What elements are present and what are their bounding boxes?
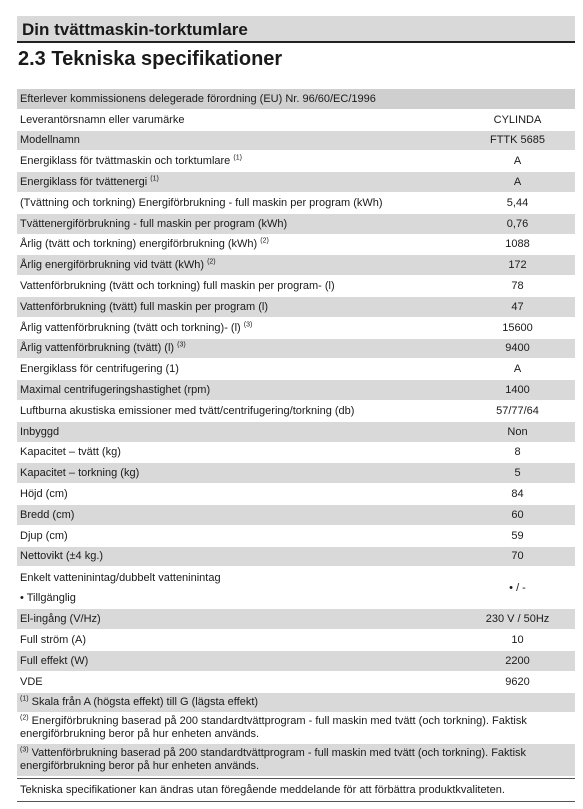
- table-cell-value: 5: [514, 467, 521, 480]
- table-row: [17, 609, 575, 630]
- table-cell-label: [17, 567, 460, 608]
- table-row-water-intake: [17, 567, 575, 609]
- row-label-text: Årlig energiförbrukning vid tvätt (kWh): [20, 259, 205, 272]
- table-row: [17, 318, 575, 339]
- table-row: [17, 255, 575, 276]
- row-label-text: Modellnamn: [20, 134, 80, 147]
- table-row: [17, 422, 575, 443]
- row-label-text: Maximal centrifugeringshastighet (rpm): [20, 384, 211, 397]
- footnote-marker: (3): [20, 745, 29, 753]
- footnote: [17, 712, 575, 744]
- table-row: [17, 443, 575, 464]
- table-cell-label: VDE: [20, 675, 43, 688]
- table-cell-label: Full effekt (W): [20, 654, 89, 667]
- spec-table: [17, 89, 575, 802]
- footnote-marker: (1): [150, 175, 159, 183]
- table-cell-value: A: [513, 363, 522, 376]
- table-cell-value: Non: [507, 425, 528, 438]
- row-label-text: Vattenförbrukning (tvätt och torkning) full maskin per program- (l): [20, 280, 335, 293]
- table-cell-label: [17, 197, 460, 209]
- table-cell-label: [17, 114, 460, 126]
- table-cell-label: [17, 218, 460, 230]
- footnote-marker: (2): [20, 713, 29, 721]
- table-row: [17, 193, 575, 214]
- table-cell-label: [17, 509, 460, 521]
- table-row: [17, 172, 575, 193]
- table-row: [17, 526, 575, 547]
- table-row: [17, 214, 575, 235]
- row-label-text: Energiklass för centrifugering (1): [20, 363, 179, 376]
- table-cell-value: 230 V / 50Hz: [485, 613, 550, 626]
- row-label-text: Tvättenergiförbrukning - full maskin per program (kWh): [20, 217, 288, 230]
- disclaimer-note: Tekniska specifikationer kan ändras utan föregående meddelande för att förbättra produktkvaliteten.: [17, 778, 575, 802]
- table-row: [17, 339, 575, 360]
- table-cell-value: 10: [511, 634, 524, 647]
- table-cell-value: A: [513, 155, 522, 168]
- row-label-text: Årlig (tvätt och torkning) energiförbrukning (kWh): [20, 238, 258, 251]
- table-cell-value: 9400: [505, 342, 530, 355]
- table-cell-value: 172: [508, 259, 527, 272]
- table-cell-label: [17, 384, 460, 396]
- table-row: [17, 651, 575, 672]
- footnote-marker: (2): [207, 258, 216, 266]
- water-intake-label: Enkelt vatteninintag/dubbelt vatteninintag: [20, 571, 221, 584]
- row-label-text: Leverantörsnamn eller varumärke: [20, 113, 185, 126]
- table-cell-value: • / -: [509, 581, 526, 594]
- table-row: [17, 131, 575, 152]
- table-cell-label: [17, 280, 460, 292]
- row-label-text: Vattenförbrukning (tvätt) full maskin per program (l): [20, 300, 268, 313]
- table-cell-value: 5,44: [506, 196, 529, 209]
- table-cell-value: 57/77/64: [496, 404, 539, 417]
- table-cell-value: A: [513, 176, 522, 189]
- table-cell-value: CYLINDA: [493, 113, 542, 126]
- table-cell-label: [17, 446, 460, 458]
- footnote-marker: (3): [177, 341, 186, 349]
- row-label-text: (Tvättning och torkning) Energiförbrukning - full maskin per program (kWh): [20, 196, 383, 209]
- table-cell-label: [17, 301, 460, 313]
- table-cell-label: [17, 405, 460, 417]
- table-cell-label: [17, 176, 460, 188]
- table-cell-value: 1400: [505, 384, 530, 397]
- table-cell-value: 0,76: [506, 217, 529, 230]
- table-cell-label: [17, 134, 460, 146]
- row-label-text: Djup (cm): [20, 529, 68, 542]
- table-cell-value: 84: [511, 488, 524, 501]
- table-cell-label: [17, 426, 460, 438]
- row-label-text: Bredd (cm): [20, 508, 75, 521]
- table-row: [17, 359, 575, 380]
- table-cell-value: 9620: [505, 675, 530, 688]
- table-cell-label: [17, 550, 460, 562]
- chapter-title: Din tvättmaskin-torktumlare: [22, 20, 248, 39]
- table-cell-label: [17, 363, 460, 375]
- table-cell-label: [17, 155, 460, 167]
- row-label-text: Årlig vattenförbrukning (tvätt och torkning)- (l): [20, 321, 241, 334]
- table-cell-value: 8: [514, 446, 521, 459]
- row-label-text: Nettovikt (±4 kg.): [20, 550, 104, 563]
- table-cell-value: 2200: [505, 654, 530, 667]
- table-cell-label: El-ingång (V/Hz): [20, 613, 101, 626]
- footnote: [17, 744, 575, 776]
- table-cell-value: 70: [511, 550, 524, 563]
- row-label-text: Efterlever kommissionens delegerade förordning (EU) Nr. 96/60/EC/1996: [20, 92, 376, 105]
- table-row: [17, 505, 575, 526]
- table-cell-label: [17, 238, 460, 250]
- table-cell-label: [17, 342, 460, 354]
- table-cell-label: Full ström (A): [20, 634, 86, 647]
- table-cell-value: 59: [511, 529, 524, 542]
- table-cell-value: FTTK 5685: [489, 134, 546, 147]
- table-cell-value: 15600: [502, 321, 533, 334]
- table-row: [17, 463, 575, 484]
- row-label-text: Energiklass för tvättenergi: [20, 176, 148, 189]
- footnote-marker: (1): [233, 154, 242, 162]
- footnote-marker: (1): [20, 694, 29, 702]
- row-label-text: Kapacitet – tvätt (kg): [20, 446, 121, 459]
- table-cell-label: [17, 93, 460, 105]
- row-label-text: Inbyggd: [20, 425, 60, 438]
- table-cell-label: [17, 488, 460, 500]
- chapter-header: [17, 16, 575, 43]
- table-row: [17, 276, 575, 297]
- table-cell-label: [17, 259, 460, 271]
- footnote-text: Vattenförbrukning baserad på 200 standardtvättprogram - full maskin med tvätt (och torkning). Faktisk energiförbrukning beror på hur enheten används.: [20, 746, 527, 772]
- row-label-text: Energiklass för tvättmaskin och torktumlare: [20, 155, 231, 168]
- table-cell-value: 60: [511, 508, 524, 521]
- table-cell-label: [17, 467, 460, 479]
- section-title: 2.3 Tekniska specifikationer: [18, 48, 283, 70]
- table-row: [17, 401, 575, 422]
- row-label-text: Luftburna akustiska emissioner med tvätt/centrifugering/torkning (db): [20, 404, 355, 417]
- footnote-text: Skala från A (högsta effekt) till G (lägsta effekt): [31, 695, 259, 708]
- footnote: [17, 693, 575, 712]
- table-cell-label: [17, 322, 460, 334]
- table-row: [17, 235, 575, 256]
- table-row: [17, 484, 575, 505]
- table-cell-label: [17, 530, 460, 542]
- table-row: [17, 151, 575, 172]
- footnote-text: Energiförbrukning baserad på 200 standardtvättprogram - full maskin med tvätt (och torkning). Faktisk energiförbrukning beror på hur enheten används.: [20, 714, 527, 740]
- table-cell-value: 78: [511, 280, 524, 293]
- availability-legend: • Tillgänglig: [20, 592, 76, 605]
- row-label-text: Höjd (cm): [20, 488, 68, 501]
- table-row: [17, 89, 575, 110]
- table-row: [17, 297, 575, 318]
- table-row: [17, 110, 575, 131]
- row-label-text: Årlig vattenförbrukning (tvätt) (l): [20, 342, 175, 355]
- table-row: [17, 630, 575, 651]
- row-label-text: Kapacitet – torkning (kg): [20, 467, 140, 480]
- footnote-marker: (3): [243, 321, 253, 328]
- table-row: [17, 547, 575, 568]
- table-cell-value: 1088: [505, 238, 530, 251]
- footnote-marker: (2): [260, 237, 269, 245]
- table-row: [17, 380, 575, 401]
- table-row: [17, 672, 575, 693]
- table-cell-value: 47: [511, 300, 524, 313]
